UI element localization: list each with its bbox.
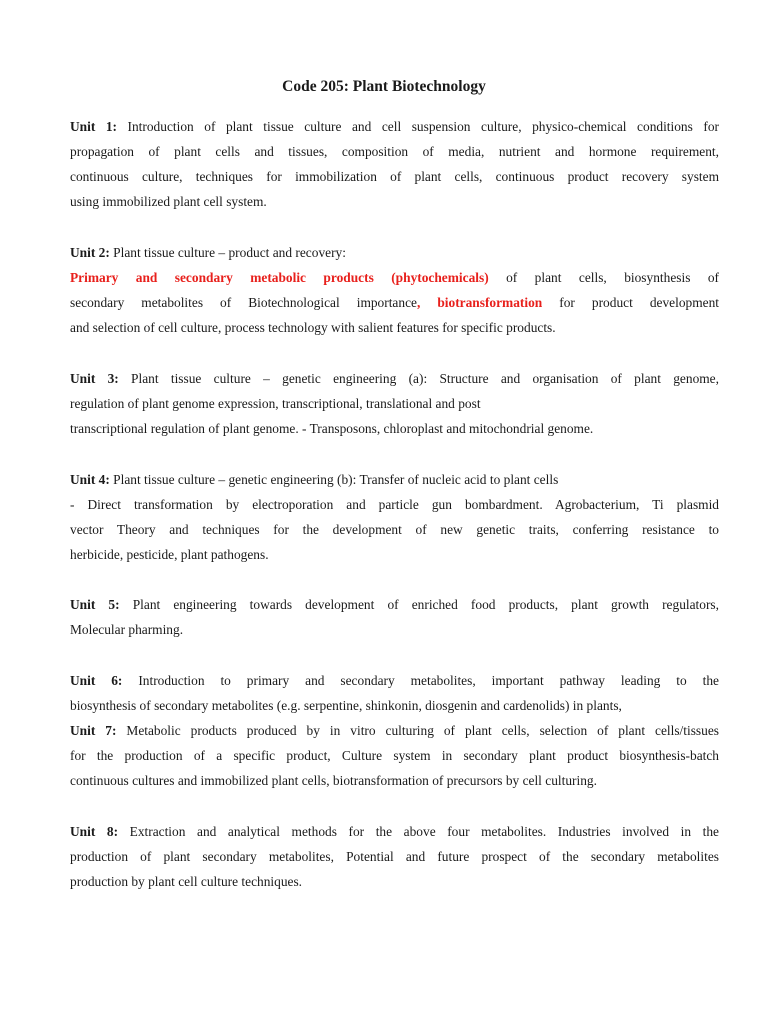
unit-2-label: Unit 2:: [70, 245, 110, 260]
unit-2-text: secondary metabolites of Biotechnological importance: [70, 295, 417, 310]
unit-4-line-1: [70, 471, 719, 489]
unit-1-text: using immobilized plant cell system.: [70, 194, 267, 209]
unit-5-label: Unit 5:: [70, 597, 120, 612]
unit-3-text: transcriptional regulation of plant genome. - Transposons, chloroplast and mitochondrial genome.: [70, 421, 594, 436]
unit-8-label: Unit 8:: [70, 824, 119, 839]
unit-4-text: vector Theory and techniques for the development of new genetic traits, conferring resistance to: [70, 522, 719, 537]
unit-5-text: Molecular pharming.: [70, 622, 184, 637]
unit-4-line-4: [70, 546, 719, 564]
unit-3-text: Plant tissue culture – genetic engineering (a): Structure and organisation of plant genome,: [131, 371, 719, 386]
unit-7-line-2: [70, 747, 719, 765]
unit-4-line-3: [70, 521, 719, 539]
unit-1-line-1: [70, 118, 719, 136]
unit-5-line-1: [70, 596, 719, 614]
unit-1-line-3: [70, 168, 719, 186]
unit-8-text: Extraction and analytical methods for the above four metabolites. Industries involved in the: [129, 824, 719, 839]
unit-7-text: continuous cultures and immobilized plant cells, biotransformation of precursors by cell culturing.: [70, 773, 597, 788]
unit-6-text: Introduction to primary and secondary metabolites, important pathway leading to the: [138, 673, 719, 688]
unit-2-line-1: [70, 244, 719, 262]
unit-1-text: continuous culture, techniques for immobilization of plant cells, continuous product recovery system: [70, 169, 719, 184]
unit-2-line-3: [70, 294, 719, 312]
unit-7-line-1: [70, 722, 719, 740]
unit-1-text: propagation of plant cells and tissues, composition of media, nutrient and hormone requirement,: [70, 144, 719, 159]
unit-4-line-2: [70, 496, 719, 514]
unit-2-text: and selection of cell culture, process technology with salient features for specific products.: [70, 320, 556, 335]
unit-2-text: for product development: [559, 295, 719, 310]
unit-3-line-1: [70, 370, 719, 388]
unit-2-line-2: [70, 269, 719, 287]
unit-1-text: Introduction of plant tissue culture and cell suspension culture, physico-chemical conditions for: [127, 119, 719, 134]
unit-8-text: production of plant secondary metabolites, Potential and future prospect of the secondary metabolites: [70, 849, 719, 864]
highlight-biotransformation: , biotransformation: [416, 295, 543, 310]
unit-2-text: Plant tissue culture – product and recovery:: [113, 245, 346, 260]
unit-3-label: Unit 3:: [70, 371, 119, 386]
unit-3-text: regulation of plant genome expression, transcriptional, translational and post: [70, 396, 481, 411]
unit-7-text: Metabolic products produced by in vitro culturing of plant cells, selection of plant cells/tissues: [126, 723, 719, 738]
unit-6-text: biosynthesis of secondary metabolites (e.g. serpentine, shinkonin, diosgenin and cardenolids) in plants,: [70, 698, 622, 713]
unit-6-line-1: [70, 672, 719, 690]
unit-2-text: of plant cells, biosynthesis of: [506, 270, 719, 285]
unit-1-line-2: [70, 143, 719, 161]
unit-8-line-2: [70, 848, 719, 866]
unit-5-line-2: [70, 621, 719, 639]
unit-2-line-4: [70, 319, 719, 337]
unit-8-text: production by plant cell culture techniques.: [70, 874, 303, 889]
unit-7-text: for the production of a specific product, Culture system in secondary plant product biosynthesis-batch: [70, 748, 719, 763]
page-title: Code 205: Plant Biotechnology: [282, 78, 486, 95]
unit-6-line-2: [70, 697, 719, 715]
unit-4-text: herbicide, pesticide, plant pathogens.: [70, 547, 269, 562]
unit-5-text: Plant engineering towards development of enriched food products, plant growth regulators,: [132, 597, 719, 612]
unit-1-label: Unit 1:: [70, 119, 117, 134]
unit-6-label: Unit 6:: [70, 673, 123, 688]
unit-7-line-3: [70, 772, 719, 790]
highlight-phytochemicals: Primary and secondary metabolic products (phytochemicals): [70, 270, 489, 285]
unit-7-label: Unit 7:: [70, 723, 117, 738]
unit-3-line-2: [70, 395, 719, 413]
unit-1-line-4: [70, 193, 719, 211]
unit-4-label: Unit 4:: [70, 472, 110, 487]
unit-3-line-3: [70, 420, 719, 438]
unit-4-text: Plant tissue culture – genetic engineering (b): Transfer of nucleic acid to plant cells: [113, 472, 559, 487]
unit-8-line-1: [70, 823, 719, 841]
unit-8-line-3: [70, 873, 719, 891]
unit-4-text: - Direct transformation by electroporation and particle gun bombardment. Agrobacterium, Ti plasmid: [70, 497, 719, 512]
